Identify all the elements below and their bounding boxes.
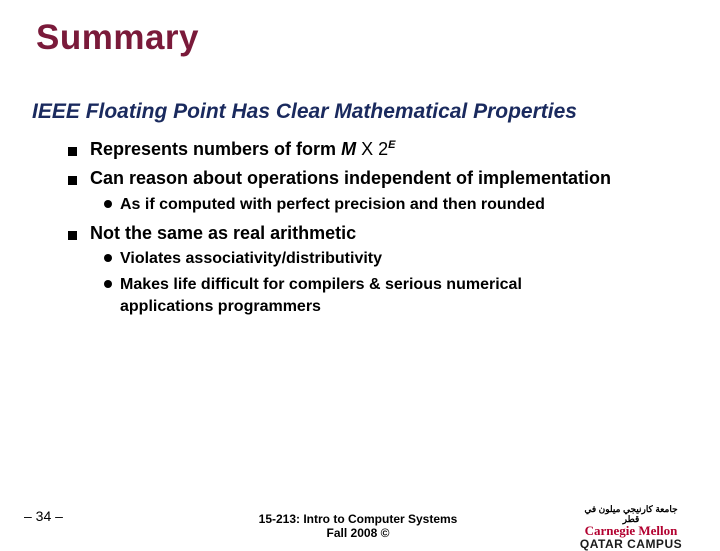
course-footer (258, 512, 458, 540)
variable-m: M (341, 139, 357, 159)
slide-subtitle: IEEE Floating Point Has Clear Mathematical Properties (32, 100, 577, 123)
logo-name: Carnegie Mellon (584, 523, 678, 538)
course-term: Fall 2008 © (326, 526, 390, 540)
course-title: 15-213: Intro to Computer Systems (258, 512, 458, 526)
round-bullet-icon (104, 254, 112, 262)
exponent-e: E (388, 139, 396, 151)
square-bullet-icon (68, 147, 77, 156)
logo-arabic-text: جامعة كارنيجي ميلون في قطر (584, 504, 678, 524)
bullet-text: Not the same as real arithmetic (90, 223, 357, 243)
university-logo (578, 504, 684, 551)
square-bullet-icon (68, 231, 77, 240)
sub-bullet-text: Violates associativity/distributivity (120, 250, 383, 267)
round-bullet-icon (104, 280, 112, 288)
sub-bullet-text: As if computed with perfect precision and then rounded (120, 196, 545, 213)
round-bullet-icon (104, 200, 112, 208)
square-bullet-icon (68, 176, 77, 185)
bullet-text: Can reason about operations independent of implementation (90, 168, 612, 188)
bullet-text: Represents numbers of form M X $2^E$ (90, 139, 396, 159)
logo-campus: QATAR CAMPUS (579, 537, 683, 551)
page-number: – 34 – (24, 508, 63, 524)
sub-bullet-text: Makes life difficult for compilers & serious numerical applications programmers (120, 276, 522, 315)
slide-title: Summary (36, 18, 200, 57)
